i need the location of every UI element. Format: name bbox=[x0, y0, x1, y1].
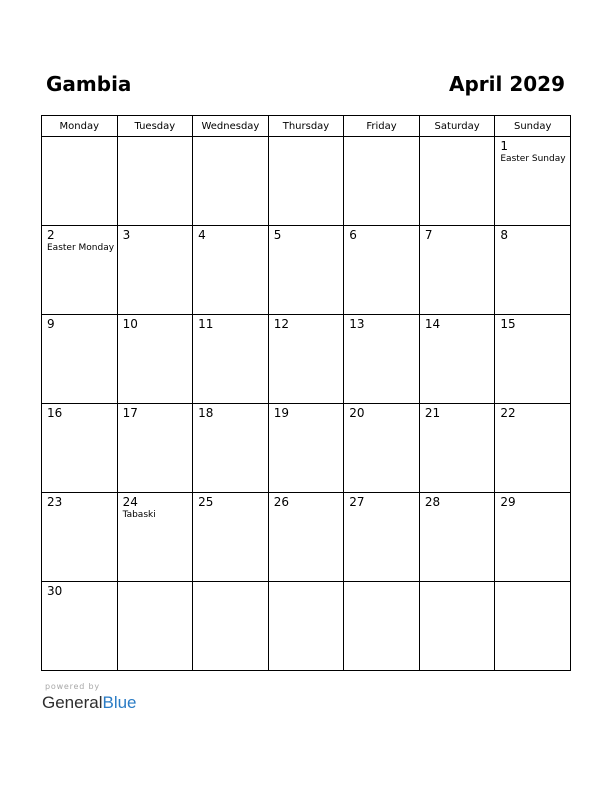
day-cell bbox=[42, 582, 118, 671]
day-cell bbox=[193, 404, 269, 493]
day-cell bbox=[495, 226, 571, 315]
powered-by-text: powered by bbox=[45, 682, 100, 691]
day-number: 7 bbox=[424, 228, 433, 242]
month-title: April 2029 bbox=[449, 72, 565, 96]
day-cell bbox=[344, 137, 420, 226]
day-number: 30 bbox=[47, 584, 63, 598]
day-cell bbox=[42, 315, 118, 404]
week-row bbox=[42, 226, 571, 315]
weekday-header: Saturday bbox=[419, 116, 495, 137]
day-number: 3 bbox=[122, 228, 131, 242]
day-number: 23 bbox=[47, 495, 63, 509]
day-number: 1 bbox=[500, 139, 509, 153]
day-number: 6 bbox=[349, 228, 357, 242]
day-number: 5 bbox=[273, 228, 282, 242]
day-cell bbox=[419, 404, 495, 493]
day-cell bbox=[344, 315, 420, 404]
weekday-header: Sunday bbox=[495, 116, 571, 137]
day-number: 28 bbox=[424, 495, 441, 509]
day-cell bbox=[419, 493, 495, 582]
day-cell bbox=[268, 137, 344, 226]
day-cell bbox=[344, 226, 420, 315]
day-cell bbox=[193, 582, 269, 671]
day-cell bbox=[344, 493, 420, 582]
week-row bbox=[42, 582, 571, 671]
day-cell bbox=[495, 315, 571, 404]
day-cell bbox=[495, 493, 571, 582]
day-cell bbox=[117, 137, 193, 226]
day-cell bbox=[42, 404, 118, 493]
day-cell bbox=[268, 493, 344, 582]
day-cell bbox=[495, 582, 571, 671]
brand-blue-text: Blue bbox=[102, 693, 137, 712]
holiday-label: Tabaski bbox=[122, 510, 156, 520]
weekday-header-row bbox=[42, 116, 571, 137]
day-number: 29 bbox=[500, 495, 516, 509]
day-cell bbox=[268, 315, 344, 404]
day-cell bbox=[268, 404, 344, 493]
week-row bbox=[42, 404, 571, 493]
day-number: 9 bbox=[47, 317, 55, 331]
day-number: 4 bbox=[198, 228, 206, 242]
day-cell bbox=[117, 582, 193, 671]
day-cell bbox=[268, 226, 344, 315]
country-title: Gambia bbox=[46, 72, 132, 96]
day-cell bbox=[117, 493, 193, 582]
holiday-label: Easter Sunday bbox=[500, 154, 566, 164]
day-number: 2 bbox=[47, 228, 55, 242]
weekday-header: Thursday bbox=[268, 116, 344, 137]
day-number: 10 bbox=[122, 317, 138, 331]
day-number: 8 bbox=[500, 228, 509, 242]
day-cell bbox=[193, 137, 269, 226]
day-cell bbox=[419, 137, 495, 226]
day-number: 11 bbox=[198, 317, 214, 331]
day-cell bbox=[344, 582, 420, 671]
day-number: 17 bbox=[122, 406, 138, 420]
week-row bbox=[42, 137, 571, 226]
day-number: 15 bbox=[500, 317, 516, 331]
day-number: 27 bbox=[349, 495, 365, 509]
day-cell bbox=[193, 315, 269, 404]
week-row bbox=[42, 315, 571, 404]
day-cell bbox=[117, 404, 193, 493]
day-number: 13 bbox=[349, 317, 365, 331]
day-number: 22 bbox=[500, 406, 516, 420]
day-cell bbox=[419, 226, 495, 315]
day-cell bbox=[193, 493, 269, 582]
day-cell bbox=[117, 226, 193, 315]
weekday-header: Wednesday bbox=[193, 116, 269, 137]
day-number: 14 bbox=[424, 317, 441, 331]
day-number: 25 bbox=[198, 495, 214, 509]
day-number: 16 bbox=[47, 406, 63, 420]
weekday-header: Friday bbox=[344, 116, 420, 137]
brand-general-text: General bbox=[42, 693, 103, 712]
day-cell bbox=[344, 404, 420, 493]
day-cell bbox=[419, 582, 495, 671]
generalblue-logo[interactable] bbox=[42, 693, 137, 713]
footer-branding bbox=[42, 681, 137, 713]
holiday-label: Easter Monday bbox=[47, 243, 115, 253]
day-cell bbox=[42, 226, 118, 315]
day-number: 21 bbox=[424, 406, 441, 420]
calendar-grid bbox=[41, 115, 571, 671]
day-number: 20 bbox=[349, 406, 365, 420]
weekday-header: Tuesday bbox=[117, 116, 193, 137]
day-cell bbox=[495, 137, 571, 226]
weekday-header: Monday bbox=[42, 116, 118, 137]
day-cell bbox=[419, 315, 495, 404]
day-cell bbox=[42, 137, 118, 226]
week-row bbox=[42, 493, 571, 582]
day-number: 19 bbox=[273, 406, 289, 420]
day-number: 12 bbox=[273, 317, 289, 331]
day-cell bbox=[117, 315, 193, 404]
day-cell bbox=[495, 404, 571, 493]
day-number: 24 bbox=[122, 495, 138, 509]
day-cell bbox=[42, 493, 118, 582]
day-cell bbox=[193, 226, 269, 315]
day-number: 26 bbox=[273, 495, 289, 509]
day-cell bbox=[268, 582, 344, 671]
day-number: 18 bbox=[198, 406, 214, 420]
